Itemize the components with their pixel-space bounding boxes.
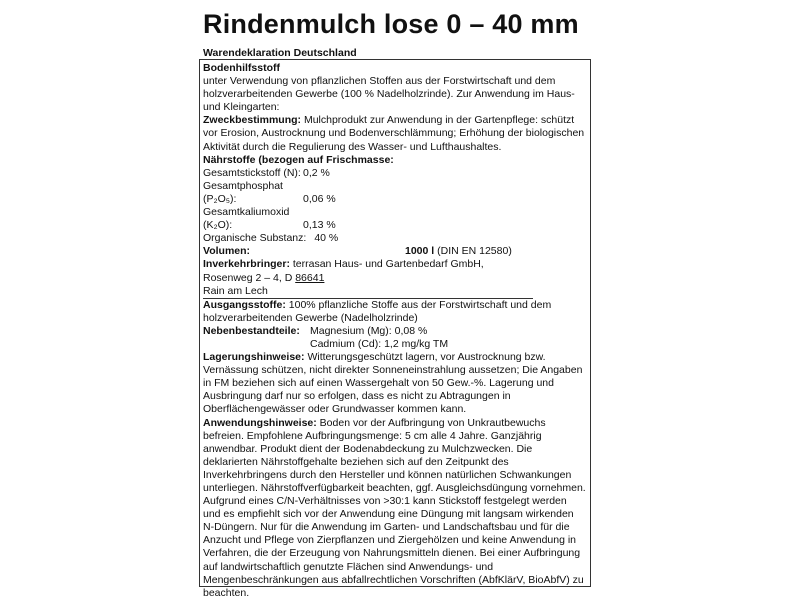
bodenhilfsstoff-section bbox=[203, 62, 586, 114]
bodenhilfsstoff-text: unter Verwendung von pflanzlichen Stoffen aus der Forstwirtschaft und dem holzverarbeitenden Gewerbe (100 % Nadelholzrinde). Zur Anwendung im Haus- und Kleingarten: bbox=[203, 75, 575, 114]
neben-section bbox=[203, 325, 586, 351]
inverkehr-label: Inverkehrbringer: bbox=[203, 258, 290, 271]
nutrient-label: Gesamtkaliumoxid (K₂O): bbox=[203, 206, 290, 232]
nutrient-value: 0,13 % bbox=[303, 219, 336, 232]
bodenhilfsstoff-heading: Bodenhilfsstoff bbox=[203, 62, 280, 74]
volumen-label: Volumen: bbox=[203, 245, 251, 258]
nutrient-row-p bbox=[203, 180, 586, 206]
declaration-box bbox=[199, 59, 591, 599]
zweck-text: Mulchprodukt zur Anwendung in der Gartenpflege: schützt vor Erosion, Austrocknung und Bodenverschlämmung; Erhöhung der biologischen Aktivität durch die Regulierung des Wasser- und Lufthaushaltes. bbox=[203, 114, 585, 153]
nutrient-value: 0,2 % bbox=[303, 166, 330, 179]
anwendung-label: Anwendungshinweise: bbox=[203, 416, 317, 429]
inverkehr-section bbox=[203, 258, 533, 298]
inverkehr-zip: 86641 bbox=[295, 271, 325, 284]
neben-cadmium: Cadmium (Cd): 1,2 mg/kg TM bbox=[310, 337, 449, 350]
nutrient-label: Gesamtphosphat (P₂O₅): bbox=[203, 179, 283, 205]
zweck-section bbox=[203, 114, 586, 153]
nutrient-row-n bbox=[203, 167, 586, 180]
ausgang-label: Ausgangsstoffe: bbox=[203, 298, 286, 311]
nutrient-row-organic bbox=[203, 232, 586, 245]
product-title: Rindenmulch lose 0 – 40 mm bbox=[203, 9, 579, 39]
naehrstoffe-heading: Nährstoffe (bezogen auf Frischmasse: bbox=[203, 153, 394, 166]
neben-values bbox=[310, 325, 448, 351]
nutrient-label: Gesamtstickstoff (N): bbox=[203, 166, 301, 179]
volumen-norm: (DIN EN 12580) bbox=[434, 245, 512, 258]
zweck-label: Zweckbestimmung: bbox=[203, 114, 302, 127]
organic-label: Organische Substanz: bbox=[203, 232, 307, 245]
declaration-subtitle: Warendeklaration Deutschland bbox=[203, 47, 357, 59]
lagerung-label: Lagerungshinweise: bbox=[203, 351, 305, 364]
lagerung-text: Witterungsgeschützt lagern, vor Austrocknung bzw. Vernässung schützen, nicht direkter Sonneneinstrahlung aussetzen; Die Angaben in FM beziehen sich auf einen Wassergehalt von 50 Gew.-%. Lagerung und Ausbringung darf nur so erfolgen, dass es nicht zu Abtragungen in Oberflächengewässer oder Grundwasser kommen kann. bbox=[203, 351, 583, 416]
organic-value: 40 % bbox=[314, 232, 339, 245]
volumen-row bbox=[203, 245, 586, 258]
volumen-value: 1000 l bbox=[405, 245, 435, 258]
inverkehr-city: Rain am Lech bbox=[203, 284, 268, 297]
ausgang-text: 100% pflanzliche Stoffe aus der Forstwirtschaft und dem holzverarbeitenden Gewerbe (Nadelholzrinde) bbox=[203, 298, 552, 324]
nutrient-value: 0,06 % bbox=[303, 192, 336, 205]
ausgang-section bbox=[203, 299, 586, 325]
nutrient-row-k bbox=[203, 206, 586, 232]
inverkehr-text: terrasan Haus- und Gartenbedarf GmbH, Rosenweg 2 – 4, D bbox=[203, 258, 484, 284]
naehrstoffe-section bbox=[203, 154, 586, 167]
lagerung-section bbox=[203, 351, 586, 416]
neben-label: Nebenbestandteile: bbox=[203, 324, 300, 337]
anwendung-section bbox=[203, 417, 586, 600]
neben-magnesium: Magnesium (Mg): 0,08 % bbox=[310, 324, 428, 337]
anwendung-text: Boden vor der Aufbringung von Unkrautbewuchs befreien. Empfohlene Aufbringungsmenge: 5 cm alle 4 Jahre. Ganzjährig anwendbar. Produkt dient der Bodenabdeckung zu Mulchzwecken. Die deklarierten Nährstoffgehalte beziehen sich auf den Zeitpunkt des Inverkehrbringens durch den Hersteller und können natürlichen Schwankungen unterliegen. Nährstoffverfügbarkeit beachten, ggf. Ausgleichsdüngung vornehmen. Aufgrund eines C/N-Verhältnisses von >30:1 kann Stickstoff festgelegt werden und es empfiehlt sich vor der Anwendung eine Düngung mit langsam wirkenden N-Düngern. Nur für die Anwendung im Garten- und Landschaftsbau und für die Anzucht und Pflege von Zierpflanzen und Ziergehölzen und keine Anwendung in Verfahren, die der Erzeugung von Nahrungsmitteln dienen. Bei einer Aufbringung auf landwirtschaftlich genutzte Flächen sind Anwendungs- und Mengenbeschränkungen aus abfallrechtlichen Vorschriften (AbfKlärV, BioAbfV) zu beachten. bbox=[203, 416, 586, 599]
